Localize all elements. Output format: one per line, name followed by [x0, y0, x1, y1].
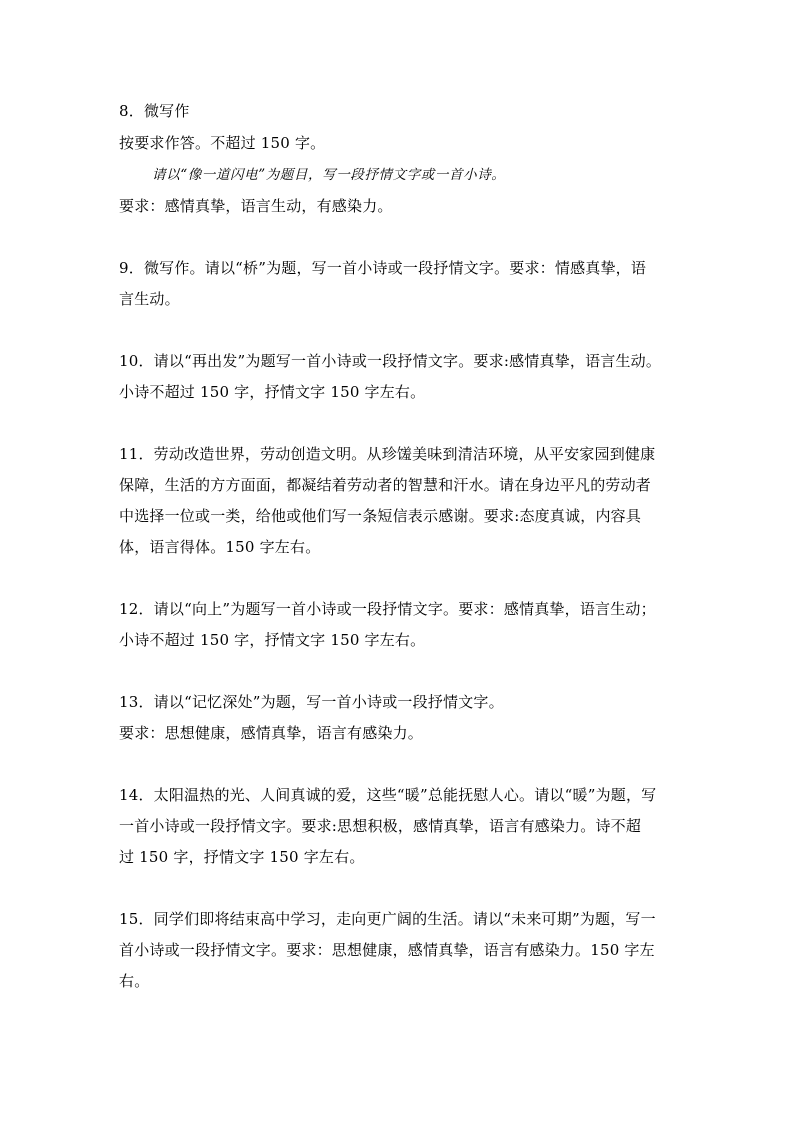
q11-line-2: 保障，生活的方方面面，都凝结着劳动者的智慧和汗水。请在身边平凡的劳动者	[119, 476, 652, 494]
q15-line-1: 15．同学们即将结束高中学习，走向更广阔的生活。请以“未来可期”为题，写一	[119, 910, 656, 928]
q14-line-3: 过 150 字，抒情文字 150 字左右。	[119, 848, 365, 866]
q8-prompt: 请以“像一道闪电”为题目，写一段抒情文字或一首小诗。	[152, 167, 506, 183]
q10-line-1: 10．请以“再出发”为题写一首小诗或一段抒情文字。要求:感情真挚，语言生动。	[119, 352, 662, 370]
q11-line-4: 体，语言得体。150 字左右。	[119, 538, 321, 556]
q12-line-2: 小诗不超过 150 字，抒情文字 150 字左右。	[119, 631, 426, 649]
q9-line-1: 9．微写作。请以“桥”为题，写一首小诗或一段抒情文字。要求：情感真挚，语	[119, 259, 647, 277]
q9-line-2: 言生动。	[119, 290, 180, 308]
q11-line-3: 中选择一位或一类，给他或他们写一条短信表示感谢。要求:态度真诚，内容具	[119, 507, 642, 525]
q10-line-2: 小诗不超过 150 字，抒情文字 150 字左右。	[119, 383, 426, 401]
q15-line-2: 首小诗或一段抒情文字。要求：思想健康，感情真挚，语言有感染力。150 字左	[119, 941, 655, 959]
q13-line-1: 13．请以“记忆深处”为题，写一首小诗或一段抒情文字。	[119, 693, 504, 711]
q13-line-2: 要求：思想健康，感情真挚，语言有感染力。	[119, 724, 424, 742]
q8-requirement: 要求：感情真挚，语言生动，有感染力。	[119, 197, 393, 215]
q12-line-1: 12．请以“向上”为题写一首小诗或一段抒情文字。要求：感情真挚，语言生动；	[119, 600, 656, 618]
q11-line-1: 11．劳动改造世界，劳动创造文明。从珍馐美味到清洁环境，从平安家园到健康	[119, 445, 656, 463]
q8-instruction: 按要求作答。不超过 150 字。	[119, 134, 326, 152]
q14-line-1: 14．太阳温热的光、人间真诚的爱，这些“暖”总能抚慰人心。请以“暖”为题，写	[119, 786, 657, 804]
q14-line-2: 一首小诗或一段抒情文字。要求:思想积极，感情真挚，语言有感染力。诗不超	[119, 817, 642, 835]
q15-line-3: 右。	[119, 972, 150, 990]
q8-heading: 8．微写作	[119, 102, 190, 120]
